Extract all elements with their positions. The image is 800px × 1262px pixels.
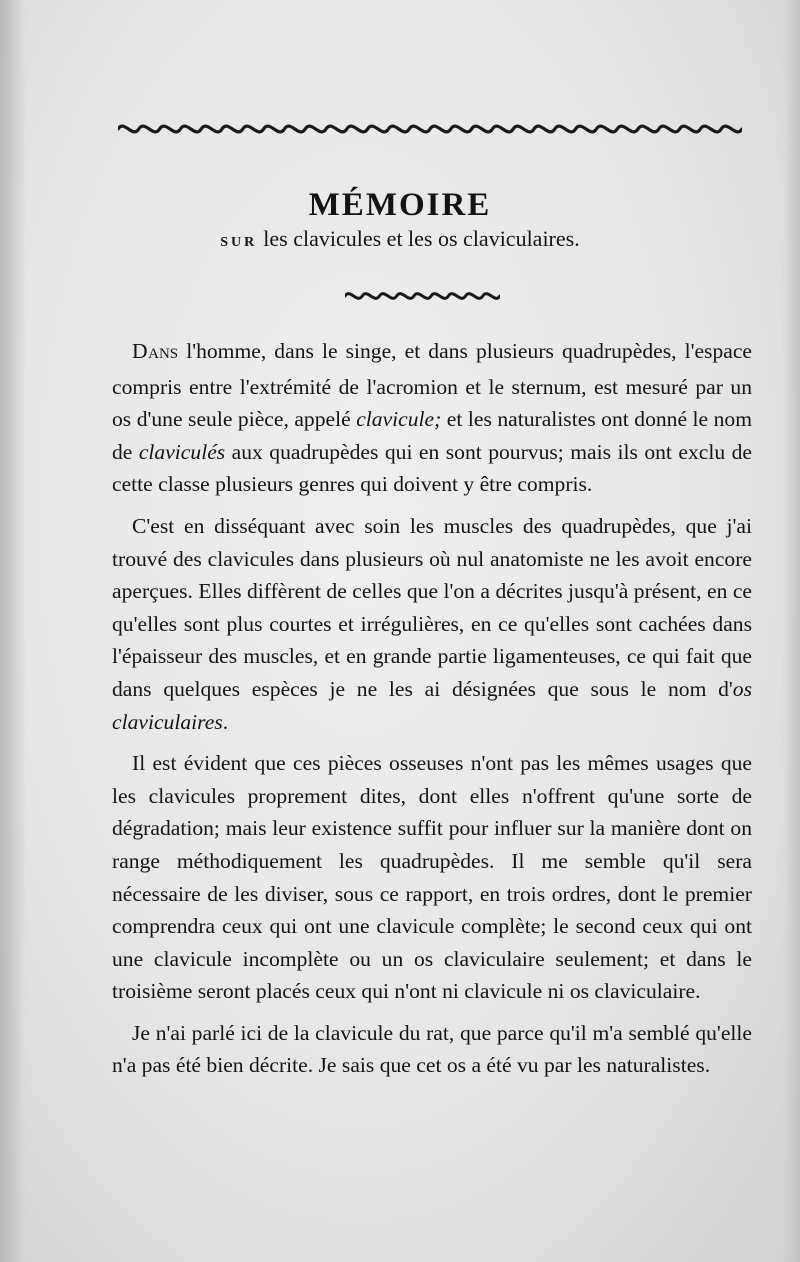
paragraph — [112, 747, 752, 1008]
paragraph — [112, 1017, 752, 1082]
text-segment: Il est évident que ces pièces osseuses n'ont pas les mêmes usages que les clavicules proprement dites, dont elles n'offrent qu'une sorte de dégradation; mais leur existence suffit pour influer sur la manière dont on range méthodiquement les quadrupèdes. Il me semble qu'il sera nécessaire de les diviser, sous ce rapport, en trois ordres, dont le premier comprendra ceux qui ont une clavicule complète; le second ceux qui ont une clavicule incomplète ou un os claviculaire seulement; et dans le troisième seront placés ceux qui n'ont ni clavicule ni os claviculaire. — [112, 751, 752, 1004]
italic-text: claviculés — [138, 439, 226, 464]
text-segment: et les naturalistes ont donné le nom de — [112, 407, 752, 464]
paragraph-lead: DANS — [132, 339, 179, 363]
subtitle-prefix: SUR — [220, 235, 258, 250]
body-text — [112, 335, 752, 1091]
subtitle-text: les clavicules et les os claviculaires. — [263, 226, 580, 251]
paragraph — [112, 510, 752, 738]
text-segment: Je n'ai parlé ici de la clavicule du rat, que parce qu'il m'a semblé qu'elle n'a pas été bien décrite. Je sais que cet os a été vu par les naturalistes. — [112, 1020, 752, 1078]
page-title: MÉMOIRE — [308, 187, 492, 224]
page-subtitle — [0, 224, 800, 258]
italic-text: clavicule; — [356, 407, 442, 432]
paragraph — [112, 335, 752, 501]
top-wave-ornament — [118, 118, 742, 140]
italic-text: os claviculaires — [112, 676, 752, 734]
middle-wave-ornament — [345, 287, 500, 305]
text-segment: C'est en disséquant avec soin les muscles des quadrupèdes, que j'ai trouvé des clavicules dans plusieurs où nul anatomiste ne les avoit encore aperçues. Elles diffèrent de celles que l'on a décrites jusqu'à présent, en ce qu'elles sont plus courtes et irrégulières, en ce qu'elles sont cachées dans l'épaisseur des muscles, et en grande partie ligamenteuses, ce qui fait que dans quelques espèces je ne les ai désignées que sous le nom d' — [112, 513, 752, 701]
text-segment: l'homme, dans le singe, et dans plusieurs quadrupèdes, l'espace compris entre l'extrémité de l'acromion et le sternum, est mesuré par un os d'une seule pièce, appelé — [112, 339, 752, 432]
paragraph-lead-word: D — [132, 339, 149, 363]
text-segment: . — [222, 709, 229, 734]
text-segment: aux quadrupèdes qui en sont pourvus; mais ils ont exclu de cette classe plusieurs genres qui doivent y être compris. — [112, 439, 752, 497]
